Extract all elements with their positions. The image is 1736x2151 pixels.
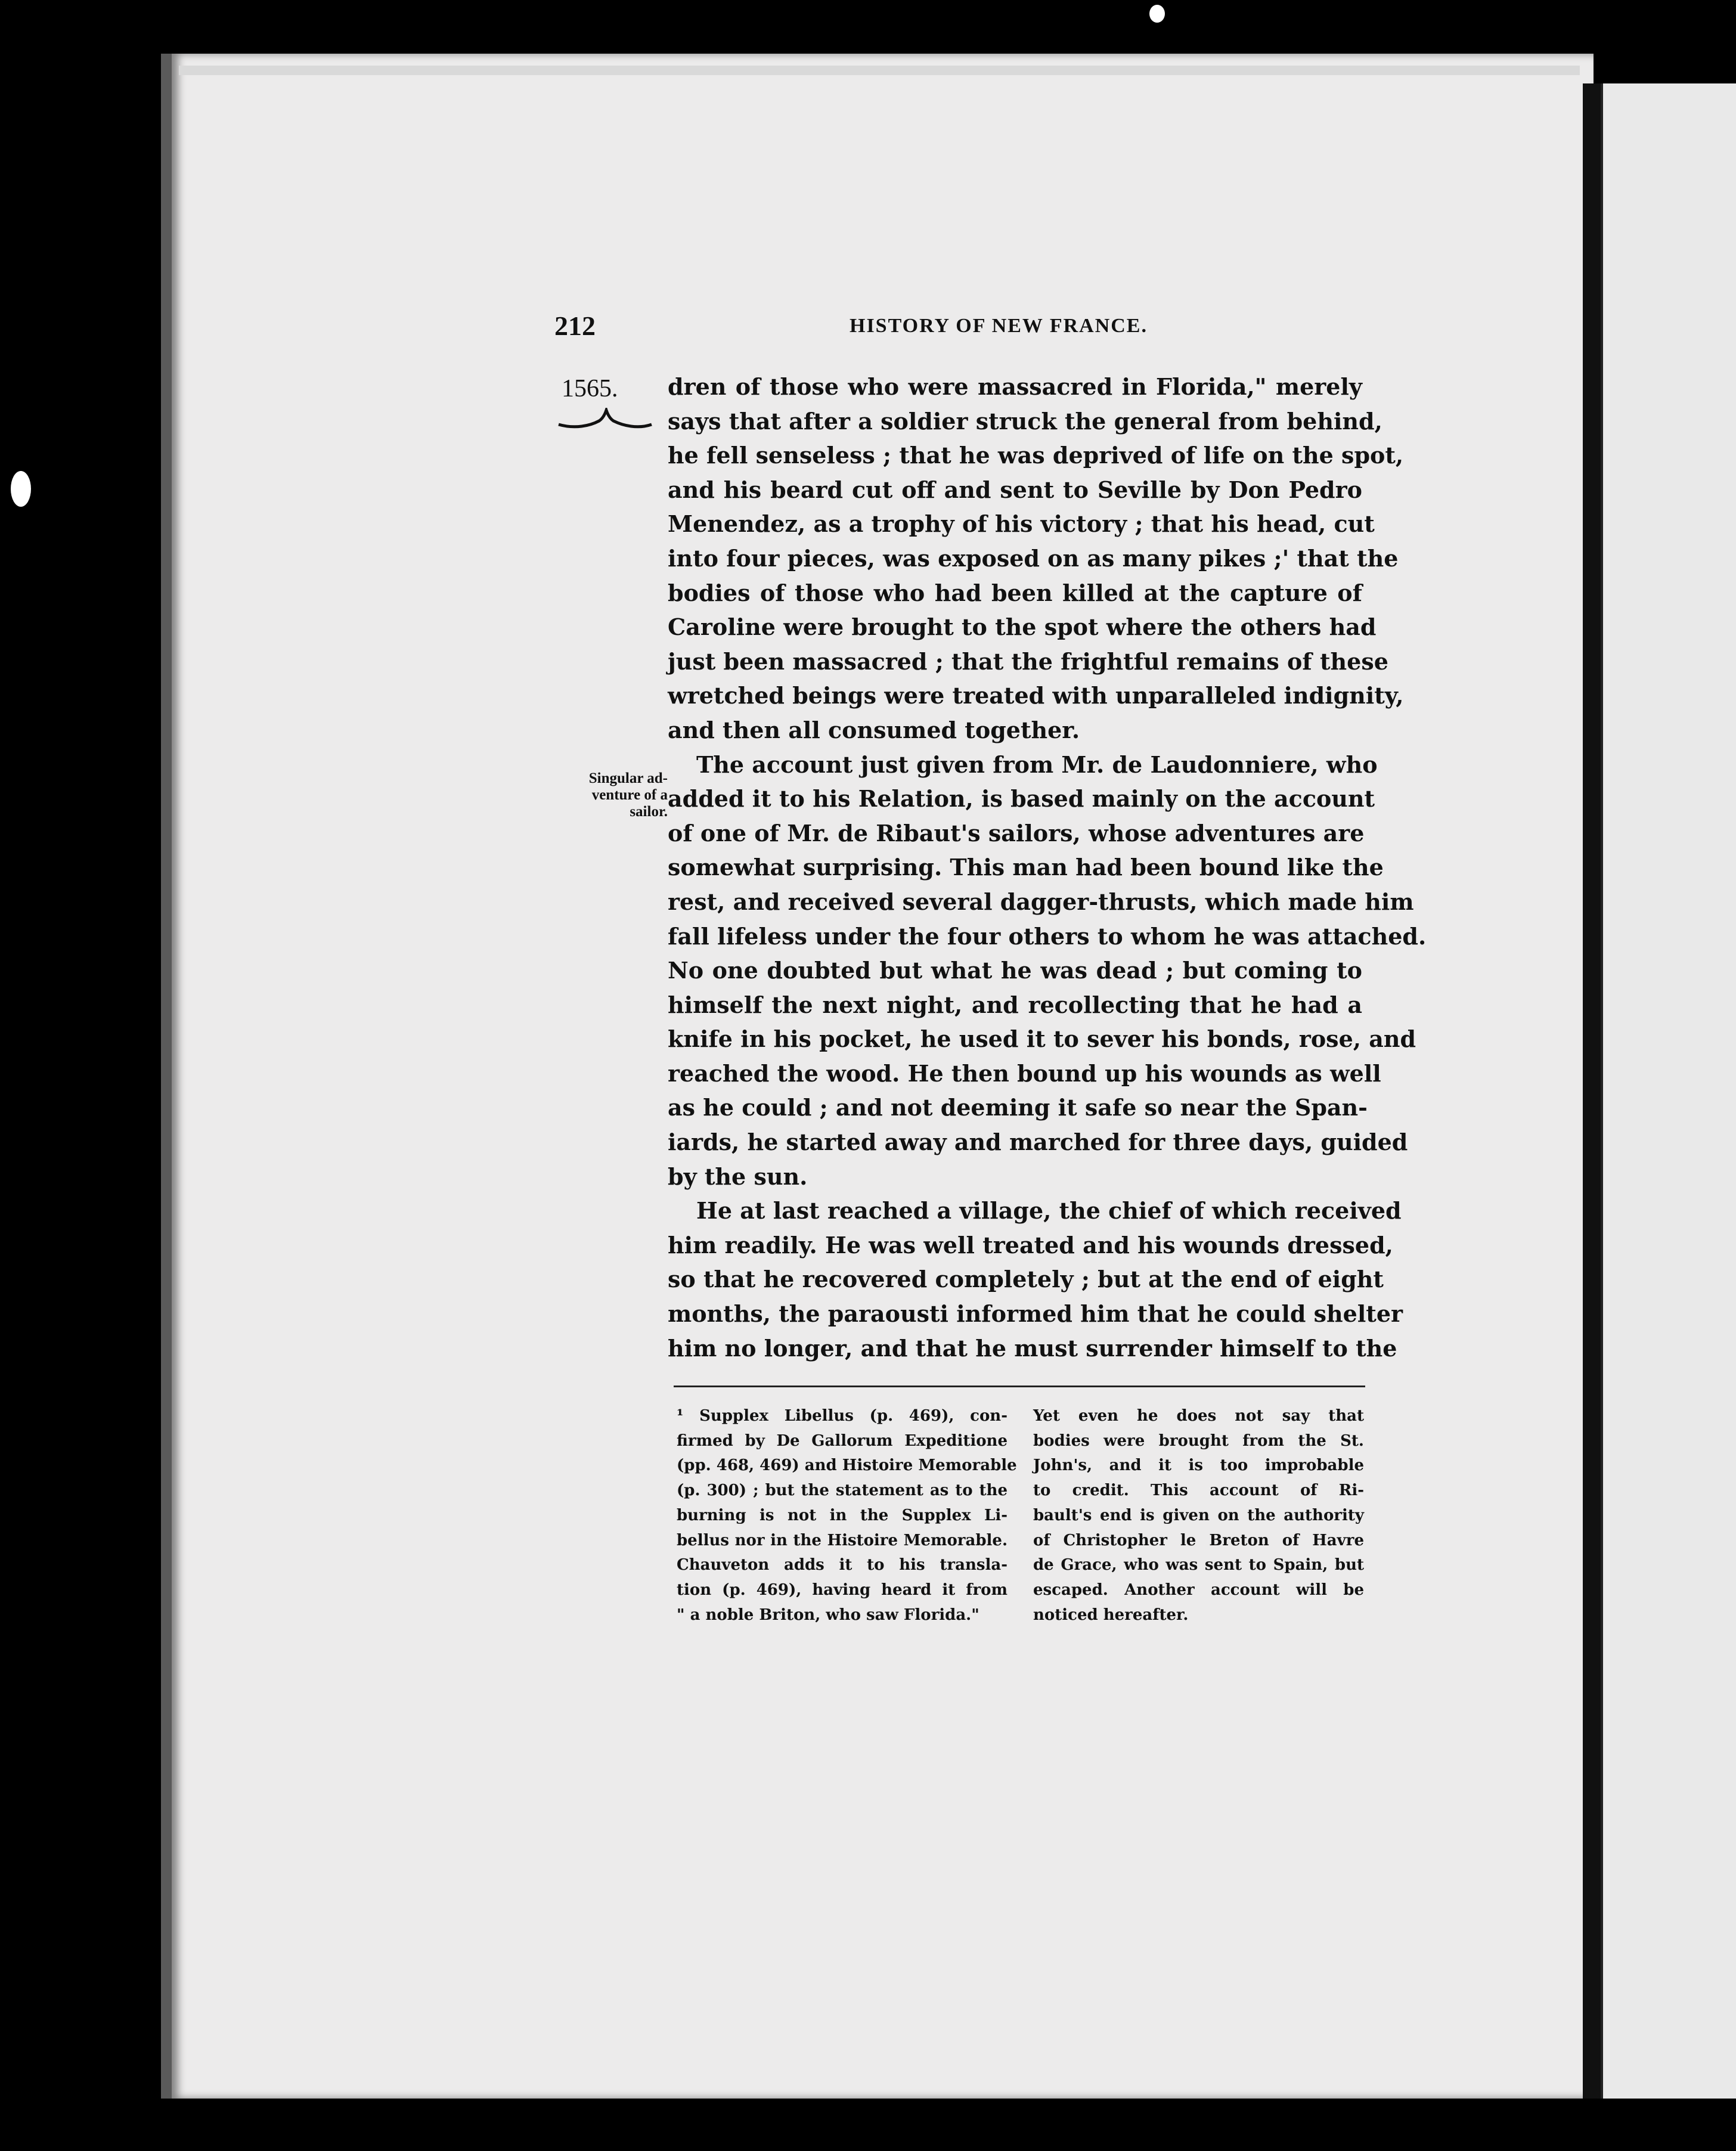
margin-sidenote	[542, 770, 668, 820]
text-line: into four pieces, was exposed on as many pikes ;' that the	[668, 544, 1399, 572]
text-line: The account just given from Mr. de Laudonniere, who	[696, 751, 1378, 778]
body-text	[668, 370, 1427, 1365]
text-line: he fell senseless ; that he was deprived of life on the spot,	[668, 442, 1404, 469]
text-line: reached the wood. He then bound up his wounds as well	[668, 1059, 1381, 1087]
footnote-line: Yet even he does not say that	[1033, 1407, 1364, 1425]
text-line: rest, and received several dagger-thrusts, which made him	[668, 888, 1414, 915]
book-gutter	[1583, 83, 1601, 2099]
sidenote-line: venture of a	[591, 787, 668, 803]
text-line: by the sun.	[668, 1163, 808, 1190]
text-line: wretched beings were treated with unparalleled indignity,	[668, 682, 1404, 709]
text-line: him readily. He was well treated and his wounds dressed,	[668, 1231, 1393, 1259]
text-line: him no longer, and that he must surrender himself to the	[668, 1334, 1397, 1362]
page-number: 212	[554, 311, 596, 341]
text-line: and his beard cut off and sent to Seville by Don Pedro	[668, 476, 1362, 503]
paragraph-1	[668, 370, 1404, 748]
text-line: just been massacred ; that the frightful remains of these	[668, 647, 1388, 675]
footnote-line: bodies were brought from the St.	[1033, 1431, 1364, 1450]
brace-ornament	[557, 408, 653, 432]
text-line: Caroline were brought to the spot where the others had	[668, 613, 1377, 641]
footnote-line: escaped. Another account will be	[1033, 1580, 1364, 1599]
sidenote-line: sailor.	[630, 804, 668, 820]
page-top-edge	[179, 66, 1580, 75]
footnote-line: de Grace, who was sent to Spain, but	[1033, 1556, 1364, 1574]
footnote-line: John's, and it is too improbable	[1033, 1456, 1364, 1475]
footnote-line: bault's end is given on the authority	[1033, 1506, 1364, 1524]
paragraph-3	[668, 1194, 1403, 1365]
footnote-left-column	[677, 1404, 1017, 1628]
footnote-line: bellus nor in the Histoire Memorable.	[677, 1531, 1008, 1549]
text-line: fall lifeless under the four others to whom he was attached.	[668, 922, 1427, 950]
text-line: and then all consumed together.	[668, 716, 1080, 743]
footnote-right-column	[1033, 1404, 1364, 1628]
text-line: iards, he started away and marched for three days, guided	[668, 1129, 1408, 1156]
footnote-line: " a noble Briton, who saw Florida."	[677, 1605, 979, 1624]
running-head: HISTORY OF NEW FRANCE.	[850, 315, 1148, 337]
text-line: somewhat surprising. This man had been bound like the	[668, 854, 1384, 881]
footnote-line: noticed hereafter.	[1033, 1605, 1189, 1624]
footnote-line: (pp. 468, 469) and Histoire Memorable	[677, 1456, 1017, 1475]
text-line: himself the next night, and recollecting that he had a	[668, 991, 1362, 1018]
margin-year: 1565.	[562, 375, 618, 402]
text-line: dren of those who were massacred in Florida," merely	[668, 373, 1362, 400]
footnote-line: ¹ Supplex Libellus (p. 469), con-	[677, 1407, 1008, 1425]
text-line: added it to his Relation, is based mainly on the account	[668, 785, 1375, 813]
text-line: says that after a soldier struck the general from behind,	[668, 407, 1382, 435]
sidenote-line: Singular ad-	[588, 770, 668, 786]
text-line: of one of Mr. de Ribaut's sailors, whose adventures are	[668, 819, 1365, 847]
text-line: No one doubted but what he was dead ; but coming to	[668, 957, 1362, 984]
text-line: months, the paraousti informed him that he could shelter	[668, 1300, 1403, 1328]
scan-speck	[1149, 5, 1165, 23]
footnote-rule	[674, 1386, 1365, 1387]
footnote-line: tion (p. 469), having heard it from	[677, 1580, 1008, 1599]
footnote-line: of Christopher le Breton of Havre	[1033, 1531, 1364, 1549]
scan-speck	[11, 471, 31, 507]
facing-page-edge	[1601, 83, 1736, 2099]
paragraph-2	[668, 748, 1427, 1194]
text-line: knife in his pocket, he used it to sever his bonds, rose, and	[668, 1025, 1416, 1053]
footnote-line: firmed by De Gallorum Expeditione	[677, 1431, 1008, 1450]
footnote-line: Chauveton adds it to his transla-	[677, 1556, 1008, 1574]
text-line: He at last reached a village, the chief of which received	[696, 1197, 1402, 1225]
footnote-line: (p. 300) ; but the statement as to the	[677, 1481, 1008, 1500]
text-line: as he could ; and not deeming it safe so near the Span-	[668, 1094, 1368, 1121]
text-line: so that he recovered completely ; but at the end of eight	[668, 1266, 1384, 1293]
footnote-line: to credit. This account of Ri-	[1033, 1481, 1364, 1500]
text-line: bodies of those who had been killed at the capture of	[668, 579, 1362, 606]
footnote-line: burning is not in the Supplex Li-	[677, 1506, 1008, 1524]
text-line: Menendez, as a trophy of his victory ; that his head, cut	[668, 510, 1375, 538]
